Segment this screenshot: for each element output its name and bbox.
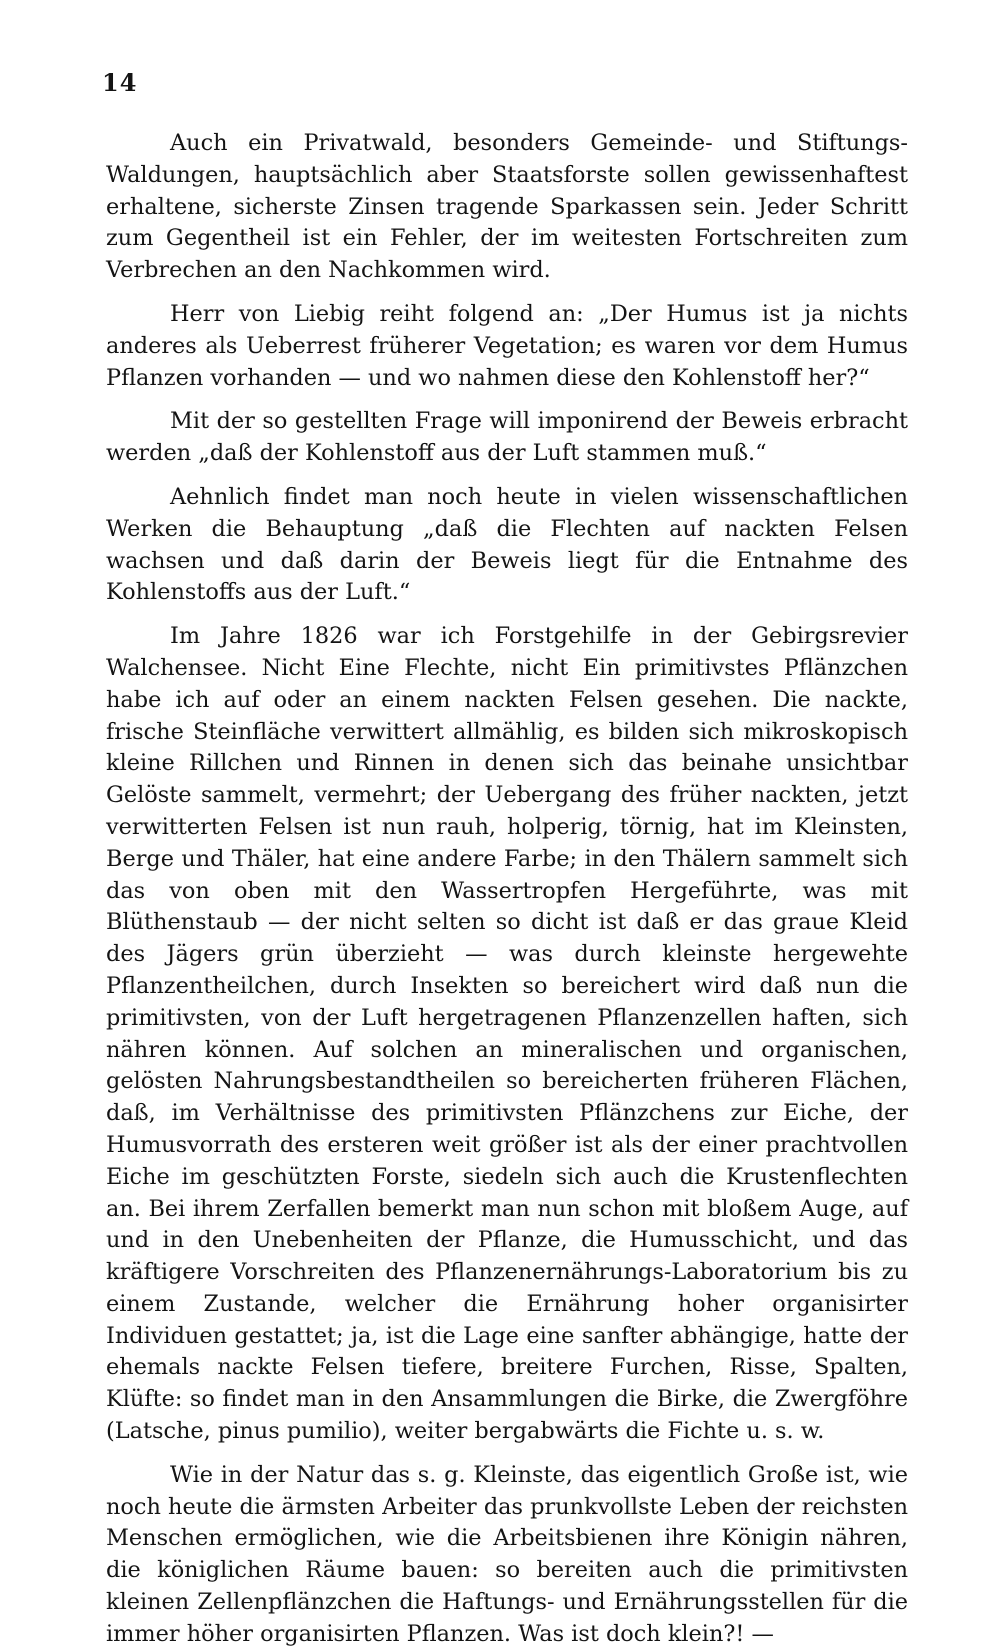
paragraph-5: Im Jahre 1826 war ich Forstgehilfe in der Gebirgsrevier Walchensee. Nicht Eine Flechte, nicht Ein primitivstes Pflänzchen habe ich auf oder an einem nackten Felsen gesehen. Die nackte, frische Steinfläche verwittert allmählig, es bilden sich mikroskopisch kleine Rillchen und Rinnen in denen sich das beinahe unsichtbar Gelöste sammelt, vermehrt; der Uebergang des früher nackten, jetzt verwitterten Felsen ist nun rauh, holperig, törnig, hat im Kleinsten, Berge und Thäler, hat eine andere Farbe; in den Thälern sammelt sich das von oben mit den Wassertropfen Hergeführte, was mit Blüthenstaub — der nicht selten so dicht ist daß er das graue Kleid des Jägers grün überzieht — was durch kleinste hergewehte Pflanzentheilchen, durch Insekten so bereichert wird daß nun die primitivsten, von der Luft hergetragenen Pflanzenzellen haften, sich nähren können. Auf solchen an mineralischen und organischen, gelösten Nahrungsbestandtheilen so bereicherten früheren Flächen, daß, im Verhältnisse des primitivsten Pflänzchens zur Eiche, der Humusvorrath des ersteren weit größer ist als der einer prachtvollen Eiche im geschützten Forste, siedeln sich auch die Krustenflechten an. Bei ihrem Zerfallen bemerkt man nun schon mit bloßem Auge, auf und in den Unebenheiten der Pflanze, die Humusschicht, und das kräftigere Vorschreiten des Pflanzenernährungs-Laboratorium bis zu einem Zustande, welcher die Ernährung hoher organisirter Individuen gestattet; ja, ist die Lage eine sanfter abhängige, hatte der ehemals nackte Felsen tiefere, breitere Furchen, Risse, Spalten, Klüfte: so findet man in den Ansammlungen die Birke, die Zwergföhre (Latsche, pinus pumilio), weiter bergabwärts die Fichte u. s. w. — [106, 623, 908, 1445]
body-text — [106, 128, 908, 1651]
paragraph-1: Auch ein Privatwald, besonders Gemeinde- und Stiftungs-Waldungen, hauptsächlich aber Staatsforste sollen gewissenhaftest erhaltene, sicherste Zinsen tragende Sparkassen sein. Jeder Schritt zum Gegentheil ist ein Fehler, der im weitesten Fortschreiten zum Verbrechen an den Nachkommen wird. — [106, 130, 908, 284]
paragraph-6: Wie in der Natur das s. g. Kleinste, das eigentlich Große ist, wie noch heute die ärmsten Arbeiter das prunkvollste Leben der reichsten Menschen ermöglichen, wie die Arbeitsbienen ihre Königin nähren, die königlichen Räume bauen: so bereiten auch die primitivsten kleinen Zellenpflänzchen die Haftungs- und Ernährungsstellen für die immer höher organisirten Pflanzen. Was ist doch klein?! — — [106, 1461, 908, 1647]
paragraph-4: Aehnlich findet man noch heute in vielen wissenschaftlichen Werken die Behauptung „daß die Flechten auf nackten Felsen wachsen und daß darin der Beweis liegt für die Entnahme des Kohlenstoffs aus der Luft.“ — [106, 483, 908, 606]
paragraph-3: Mit der so gestellten Frage will imponirend der Beweis erbracht werden „daß der Kohlenstoff aus der Luft stammen muß.“ — [106, 408, 908, 467]
paragraph-2: Herr von Liebig reiht folgend an: „Der Humus ist ja nichts anderes als Ueberrest früherer Vegetation; es waren vor dem Humus Pflanzen vorhanden — und wo nahmen diese den Kohlenstoff her?“ — [106, 300, 908, 391]
page-number: 14 — [102, 68, 138, 97]
